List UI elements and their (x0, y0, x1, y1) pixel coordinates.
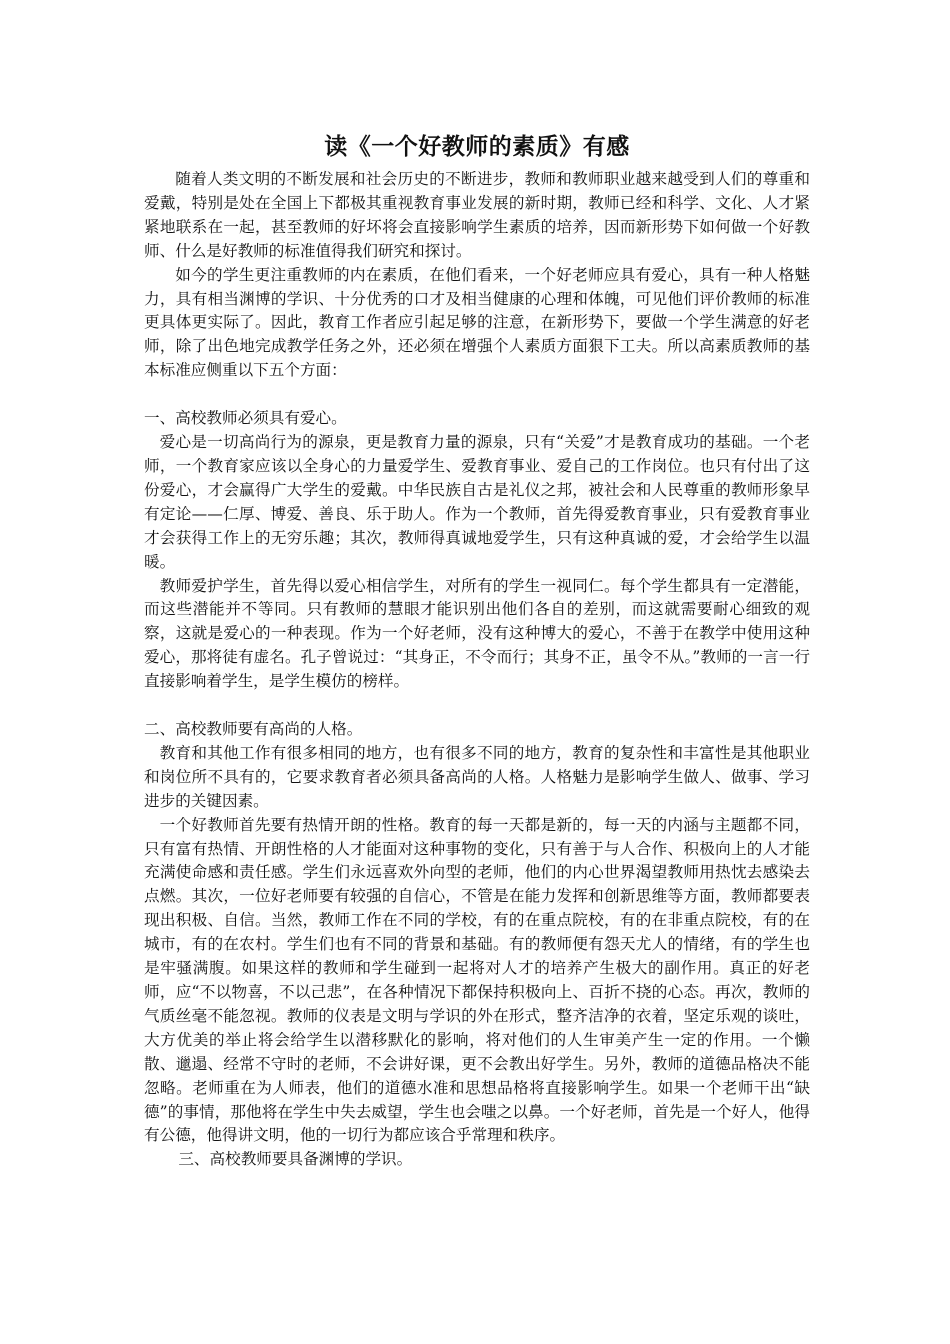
section-spacer (144, 383, 810, 407)
section-1-paragraph-1: 爱心是一切高尚行为的源泉，更是教育力量的源泉，只有“关爱”才是教育成功的基础。一个老师，一个教育家应该以全身心的力量爱学生、爱教育事业、爱自己的工作岗位。也只有付出了这份爱心，才会赢得广大学生的爱戴。中华民族自古是礼仪之邦，被社会和人民尊重的教师形象早有定论——仁厚、博爱、善良、乐于助人。作为一个教师，首先得爱教育事业，只有爱教育事业才会获得工作上的无穷乐趣；其次，教师得真诚地爱学生，只有这种真诚的爱，才会给学生以温暖。 (144, 433, 810, 571)
section-2-paragraph-2: 一个好教师首先要有热情开朗的性格。教育的每一天都是新的，每一天的内涵与主题都不同，只有富有热情、开朗性格的人才能面对这种事物的变化，只有善于与人合作、积极向上的人才能充满使命感和责任感。学生们永远喜欢外向型的老师，他们的内心世界渴望教师用热忱去感染去点燃。其次，一位好老师要有较强的自信心，不管是在能力发挥和创新思维等方面，教师都要表现出积极、自信。当然，教师工作在不同的学校，有的在重点院校，有的在非重点院校，有的在城市，有的在农村。学生们也有不同的背景和基础。有的教师便有怨天尤人的情绪，有的学生也是牢骚满腹。如果这样的教师和学生碰到一起将对人才的培养产生极大的副作用。真正的好老师，应“不以物喜，不以己悲”，在各种情况下都保持积极向上、百折不挠的心态。再次，教师的气质丝毫不能忽视。教师的仪表是文明与学识的外在形式，整齐洁净的衣着，坚定乐观的谈吐，大方优美的举止将会给学生以潜移默化的影响，将对他们的人生审美产生一定的作用。一个懒散、邋遢、经常不守时的老师，不会讲好课，更不会教出好学生。另外，教师的道德品格决不能忽略。老师重在为人师表，他们的道德水准和思想品格将直接影响学生。如果一个老师干出“缺德”的事情，那他将在学生中失去威望，学生也会嗤之以鼻。一个好老师，首先是一个好人，他得有公德，他得讲文明，他的一切行为都应该合乎常理和秩序。 (144, 815, 810, 1145)
section-spacer (144, 694, 810, 718)
document-title: 读《一个好教师的素质》有感 (324, 134, 630, 160)
section-1-paragraph-2: 教师爱护学生，首先得以爱心相信学生，对所有的学生一视同仁。每个学生都具有一定潜能，而这些潜能并不等同。只有教师的慧眼才能识别出他们各自的差别，而这就需要耐心细致的观察，这就是爱心的一种表现。作为一个好老师，没有这种博大的爱心，不善于在教学中使用这种爱心，那将徒有虚名。孔子曾说过：“其身正，不令而行；其身不正，虽令不从。”教师的一言一行直接影响着学生，是学生模仿的榜样。 (144, 576, 810, 691)
intro-paragraph-2: 如今的学生更注重教师的内在素质，在他们看来，一个好老师应具有爱心，具有一种人格魅力，具有相当渊博的学识、十分优秀的口才及相当健康的心理和体魄，可见他们评价教师的标准更具体更实际了。因此，教育工作者应引起足够的注意，在新形势下，要做一个学生满意的好老师，除了出色地完成教学任务之外，还必须在增强个人素质方面狠下工夫。所以高素质教师的基本标准应侧重以下五个方面： (144, 265, 810, 380)
section-2-paragraph-1: 教育和其他工作有很多相同的地方，也有很多不同的地方，教育的复杂性和丰富性是其他职业和岗位所不具有的，它要求教育者必须具备高尚的人格。人格魅力是影响学生做人、做事、学习进步的关键因素。 (144, 743, 810, 810)
section-1-heading: 一、高校教师必须具有爱心。 (144, 409, 347, 428)
intro-paragraph-1: 随着人类文明的不断发展和社会历史的不断进步，教师和教师职业越来越受到人们的尊重和爱戴，特别是处在全国上下都极其重视教育事业发展的新时期，教师已经和科学、文化、人才紧紧地联系在一起，甚至教师的好坏将会直接影响学生素质的培养，因而新形势下如何做一个好教师、什么是好教师的标准值得我们研究和探讨。 (144, 170, 810, 260)
document-page (144, 130, 810, 1172)
section-2-heading: 二、高校教师要有高尚的人格。 (144, 720, 363, 739)
section-3-heading: 三、高校教师要具备渊博的学识。 (178, 1150, 413, 1169)
